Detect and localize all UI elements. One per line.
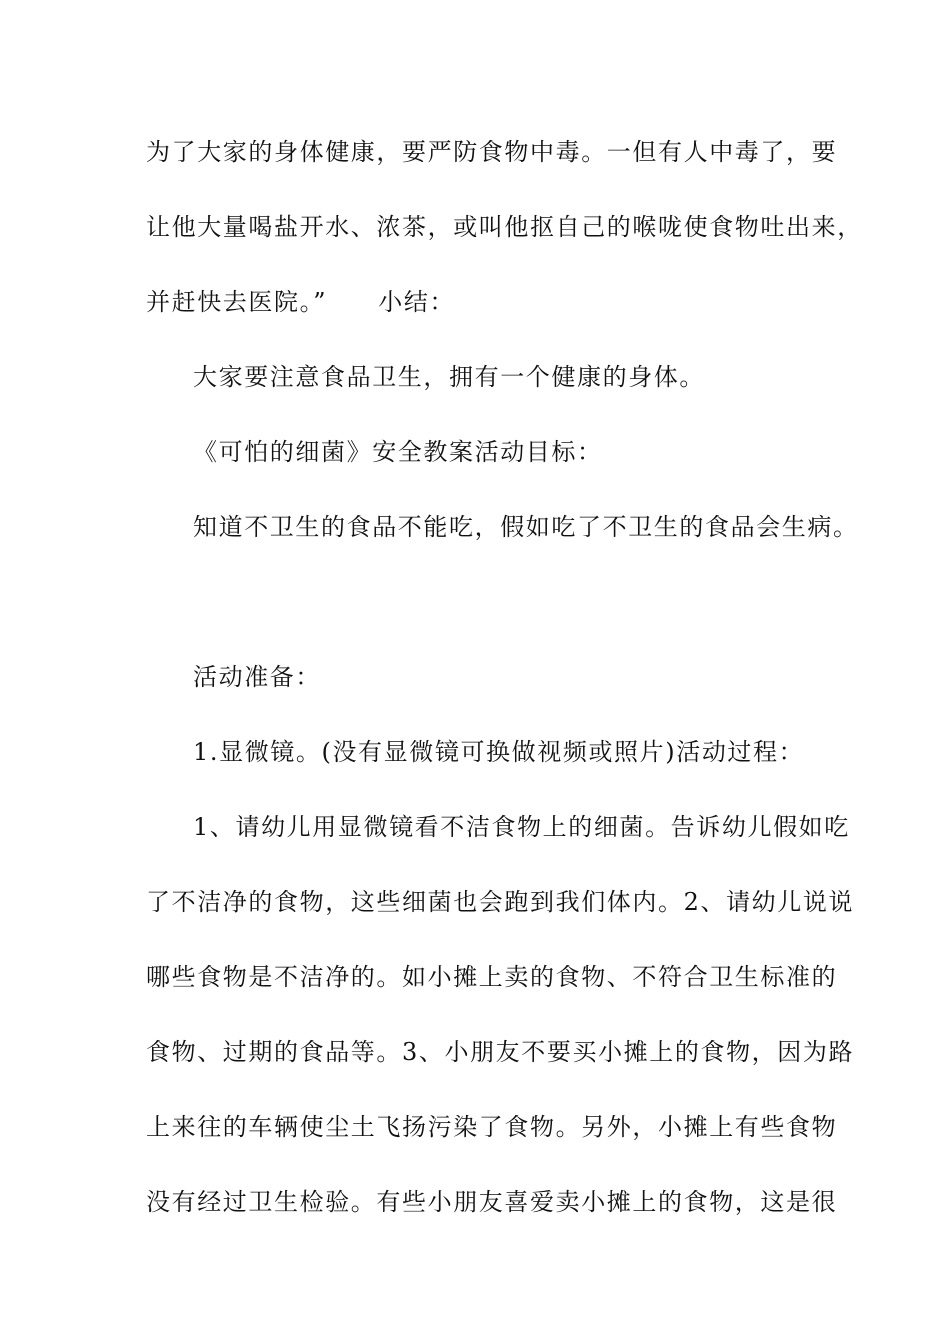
section-heading: 活动准备： [193,663,321,691]
paragraph-line: 并赶快去医院。” 小结： [146,288,456,316]
paragraph-line: 让他大量喝盐开水、浓茶，或叫他抠自己的喉咙使食物吐出来， [146,213,863,241]
paragraph-line: 1.显微镜。(没有显微镜可换做视频或照片)活动过程： [193,738,805,766]
paragraph-line: 了不洁净的食物，这些细菌也会跑到我们体内。2、请幼儿说说 [146,888,855,916]
paragraph-line: 知道不卫生的食品不能吃，假如吃了不卫生的食品会生病。 [193,513,859,541]
paragraph-line: 大家要注意食品卫生，拥有一个健康的身体。 [193,363,705,391]
paragraph-line: 为了大家的身体健康，要严防食物中毒。一但有人中毒了，要 [146,138,838,166]
section-heading: 《可怕的细菌》安全教案活动目标： [193,438,603,466]
paragraph-line: 1、请幼儿用显微镜看不洁食物上的细菌。告诉幼儿假如吃 [193,813,850,841]
paragraph-line: 没有经过卫生检验。有些小朋友喜爱卖小摊上的食物，这是很 [146,1188,838,1216]
paragraph-line: 上来往的车辆使尘土飞扬污染了食物。另外，小摊上有些食物 [146,1113,838,1141]
paragraph-line: 食物、过期的食品等。3、小朋友不要买小摊上的食物，因为路 [146,1038,855,1066]
paragraph-line: 哪些食物是不洁净的。如小摊上卖的食物、不符合卫生标准的 [146,963,838,991]
